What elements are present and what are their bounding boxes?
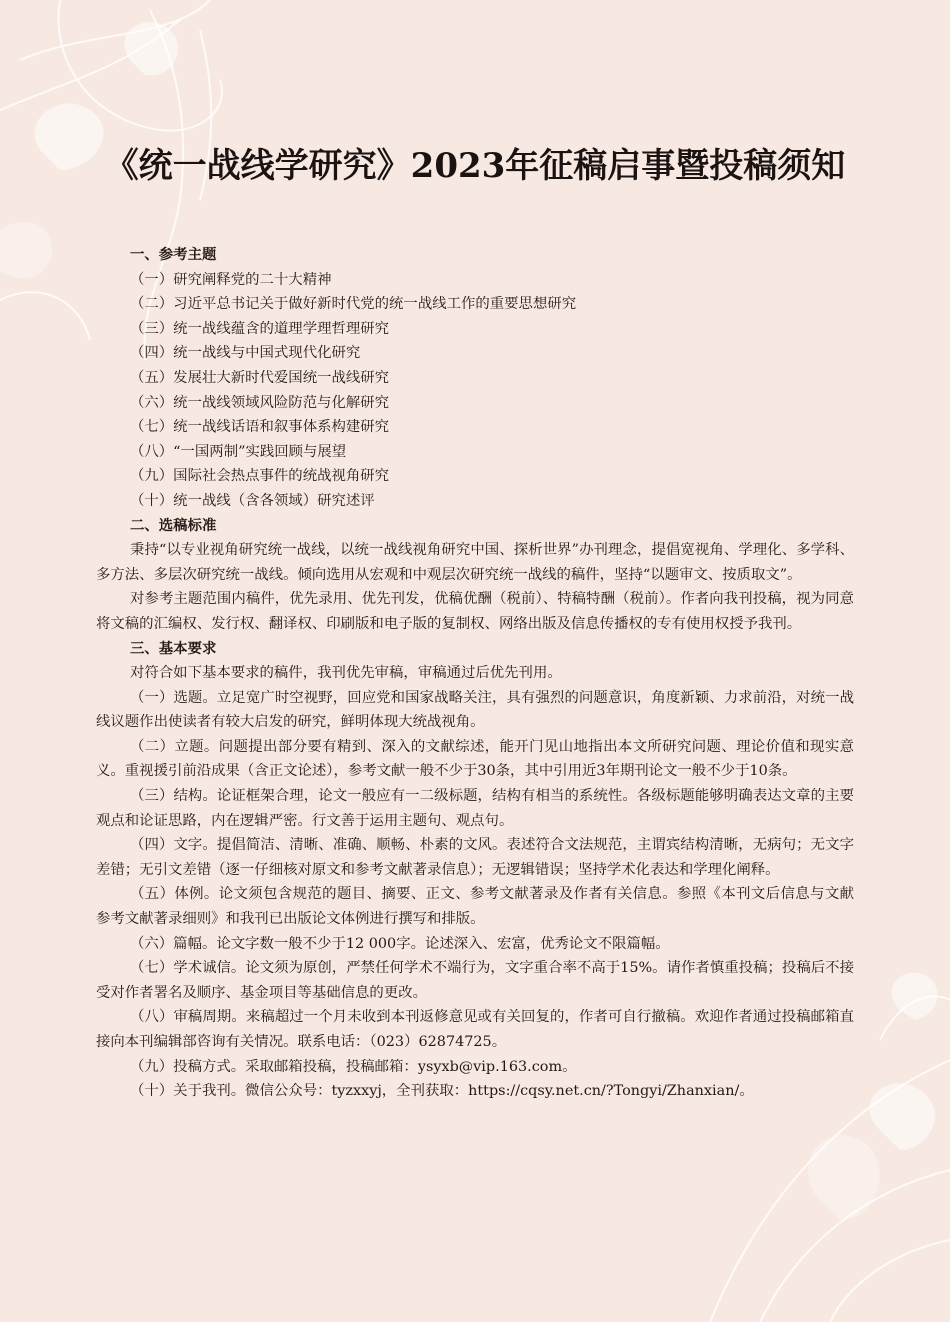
requirement-paragraph: （二）立题。问题提出部分要有精到、深入的文献综述，能开门见山地指出本文所研究问题、理论价值和现实意义。重视援引前沿成果（含正文论述），参考文献一般不少于30条，其中引用近3年期刊论文一般不少于10条。 (96, 738, 854, 780)
topic-item: （五）发展壮大新时代爱国统一战线研究 (130, 369, 390, 386)
topic-item: （九）国际社会热点事件的统战视角研究 (130, 468, 390, 485)
requirement-paragraph: （七）学术诚信。论文须为原创，严禁任何学术不端行为，文字重合率不高于15%。请作者慎重投稿；投稿后不接受对作者署名及顺序、基金项目等基础信息的更改。 (96, 960, 854, 1001)
requirement-paragraph: （一）选题。立足宽广时空视野，回应党和国家战略关注，具有强烈的问题意识，角度新颖、力求前沿，对统一战线议题作出使读者有较大启发的研究，鲜明体现大统战视角。 (96, 689, 854, 731)
requirement-paragraph: （四）文字。提倡简洁、清晰、准确、顺畅、朴素的文风。表述符合文法规范，主谓宾结构清晰，无病句；无文字差错；无引文差错（逐一仔细核对原文和参考文献著录信息）；无逻辑错误；坚持学术化表达和学理化阐释。 (96, 837, 854, 878)
about-journal-paragraph: （十）关于我刊。微信公众号：tyzxxyj，全刊获取：https://cqsy.net.cn/?Tongyi/Zhanxian/。 (130, 1083, 754, 1100)
criteria-paragraph: 秉持“以专业视角研究统一战线，以统一战线视角研究中国、探析世界”办刊理念，提倡宽视角、学理化、多学科、多方法、多层次研究统一战线。倾向选用从宏观和中观层次研究统一战线的稿件，坚持“以题审文、按质取文”。 (96, 542, 854, 583)
criteria-paragraph: 对参考主题范围内稿件，优先录用、优先刊发，优稿优酬（税前）、特稿特酬（税前）。作者向我刊投稿，视为同意将文稿的汇编权、发行权、翻译权、印刷版和电子版的复制权、网络出版及信息传播权的专有使用权授予我刊。 (96, 591, 854, 632)
topic-item: （六）统一战线领域风险防范与化解研究 (130, 394, 390, 411)
topic-item: （七）统一战线话语和叙事体系构建研究 (130, 419, 390, 436)
requirement-paragraph: （六）篇幅。论文字数一般不少于12 000字。论述深入、宏富，优秀论文不限篇幅。 (130, 935, 670, 952)
section-heading-selection-criteria: 二、选稿标准 (130, 517, 217, 534)
requirements-intro: 对符合如下基本要求的稿件，我刊优先审稿，审稿通过后优先刊用。 (130, 665, 562, 682)
requirement-paragraph: （五）体例。论文须包含规范的题目、摘要、正文、参考文献著录及作者有关信息。参照《本刊文后信息与文献 参考文献著录细则》和我刊已出版论文体例进行撰写和排版。 (96, 886, 854, 928)
topic-item: （十）统一战线（含各领域）研究述评 (130, 492, 375, 509)
topic-item: （三）统一战线蕴含的道理学理哲理研究 (130, 320, 390, 337)
topic-item: （八）“一国两制”实践回顾与展望 (130, 443, 347, 460)
section-heading-reference-topics: 一、参考主题 (130, 247, 217, 263)
page-title: 《统一战线学研究》2023年征稿启事暨投稿须知 (104, 146, 846, 186)
topic-item: （二）习近平总书记关于做好新时代党的统一战线工作的重要思想研究 (130, 296, 577, 313)
requirement-paragraph: （八）审稿周期。来稿超过一个月未收到本刊返修意见或有关回复的，作者可自行撤稿。欢迎作者通过投稿邮箱直接向本刊编辑部咨询有关情况。联系电话：（023）62874725。 (96, 1009, 854, 1050)
requirement-paragraph: （三）结构。论证框架合理，论文一般应有一二级标题，结构有相当的系统性。各级标题能够明确表达文章的主要观点和论证思路，内在逻辑严密。行文善于运用主题句、观点句。 (96, 788, 854, 829)
section-heading-basic-requirements: 三、基本要求 (130, 640, 217, 657)
topic-item: （一）研究阐释党的二十大精神 (130, 271, 332, 288)
notice-body (96, 243, 854, 1104)
submission-method-paragraph: （九）投稿方式。采取邮箱投稿，投稿邮箱：ysyxb@vip.163.com。 (130, 1058, 577, 1075)
topic-item: （四）统一战线与中国式现代化研究 (130, 345, 361, 362)
